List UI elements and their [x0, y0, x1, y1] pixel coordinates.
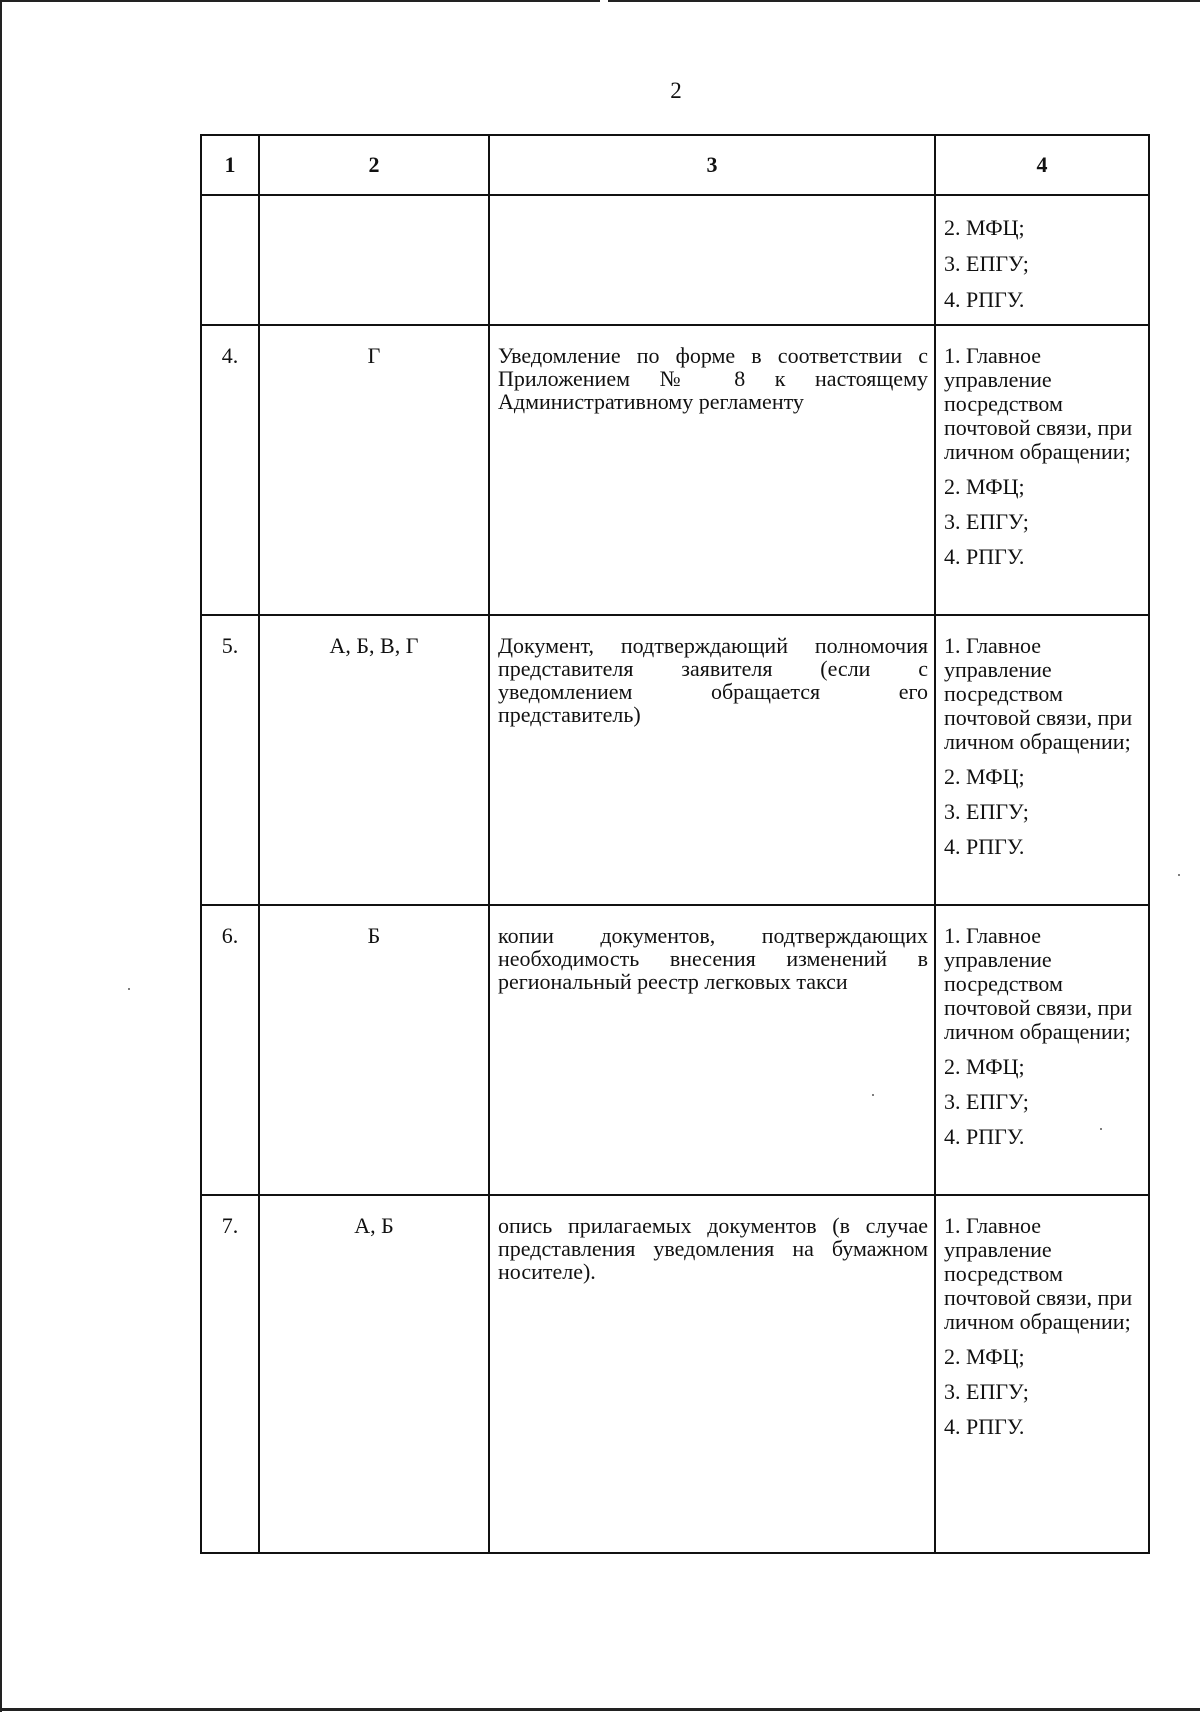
where-item: 1. Главное управление посредством почтовой связи, при личном обращении; — [944, 1213, 1133, 1334]
scan-speck — [1100, 1128, 1102, 1130]
cell-document: Уведомление по форме в соответствии с Приложением № 8 к настоящему Административному регламенту — [489, 325, 935, 615]
page-border-bottom — [0, 1708, 1200, 1711]
where-item: 1. Главное управление посредством почтовой связи, при личном обращении; — [944, 923, 1133, 1044]
table-header-row — [201, 135, 1149, 195]
category-text: А, Б — [354, 1213, 394, 1238]
where-item: 4. РПГУ. — [944, 834, 1025, 859]
where-item: 2. МФЦ; — [944, 215, 1025, 240]
table-row — [201, 325, 1149, 615]
table-row-continuation — [201, 195, 1149, 325]
table-row — [201, 905, 1149, 1195]
cell-where — [935, 615, 1149, 905]
scan-speck — [872, 1094, 874, 1096]
cell-row-number: 6. — [201, 905, 259, 1195]
category-text: Г — [367, 343, 381, 368]
cell-category — [259, 615, 489, 905]
page-number: 2 — [670, 78, 682, 103]
where-item: 2. МФЦ; — [944, 764, 1025, 789]
column-header-4: 4 — [935, 135, 1149, 195]
table-row — [201, 1195, 1149, 1553]
column-header-1: 1 — [201, 135, 259, 195]
scan-speck — [1178, 874, 1180, 876]
column-header-2: 2 — [259, 135, 489, 195]
where-item: 4. РПГУ. — [944, 1414, 1025, 1439]
where-item: 1. Главное управление посредством почтовой связи, при личном обращении; — [944, 343, 1133, 464]
cell-document: Документ, подтверждающий полномочия представителя заявителя (если с уведомлением обращается его представитель) — [489, 615, 935, 905]
cell-category — [259, 905, 489, 1195]
cell-where — [935, 195, 1149, 325]
page-border-gap — [600, 0, 608, 3]
cell-category — [259, 325, 489, 615]
cell-row-number: 4. — [201, 325, 259, 615]
where-item: 3. ЕПГУ; — [944, 799, 1029, 824]
documents-table — [200, 134, 1150, 1554]
where-item: 2. МФЦ; — [944, 474, 1025, 499]
cell-where — [935, 905, 1149, 1195]
cell-category-empty — [259, 195, 489, 325]
where-item: 2. МФЦ; — [944, 1344, 1025, 1369]
scan-speck — [128, 988, 130, 990]
table-row — [201, 615, 1149, 905]
where-item: 1. Главное управление посредством почтовой связи, при личном обращении; — [944, 633, 1133, 754]
cell-where — [935, 325, 1149, 615]
where-item: 3. ЕПГУ; — [944, 1379, 1029, 1404]
cell-document: опись прилагаемых документов (в случае представления уведомления на бумажном носителе). — [489, 1195, 935, 1553]
where-item: 4. РПГУ. — [944, 544, 1025, 569]
cell-num-empty — [201, 195, 259, 325]
cell-document-empty — [489, 195, 935, 325]
cell-where — [935, 1195, 1149, 1553]
column-header-3: 3 — [489, 135, 935, 195]
where-item: 4. РПГУ. — [944, 1124, 1025, 1149]
page-border-left — [0, 0, 2, 1712]
where-item: 3. ЕПГУ; — [944, 1089, 1029, 1114]
where-item: 3. ЕПГУ; — [944, 509, 1029, 534]
where-item: 3. ЕПГУ; — [944, 251, 1029, 276]
cell-document: копии документов, подтверждающих необходимость внесения изменений в региональный реестр легковых такси — [489, 905, 935, 1195]
cell-row-number: 7. — [201, 1195, 259, 1553]
cell-category — [259, 1195, 489, 1553]
category-text: А, Б, В, Г — [329, 633, 419, 658]
category-text: Б — [367, 923, 381, 948]
cell-row-number: 5. — [201, 615, 259, 905]
where-item: 2. МФЦ; — [944, 1054, 1025, 1079]
where-item: 4. РПГУ. — [944, 287, 1025, 312]
